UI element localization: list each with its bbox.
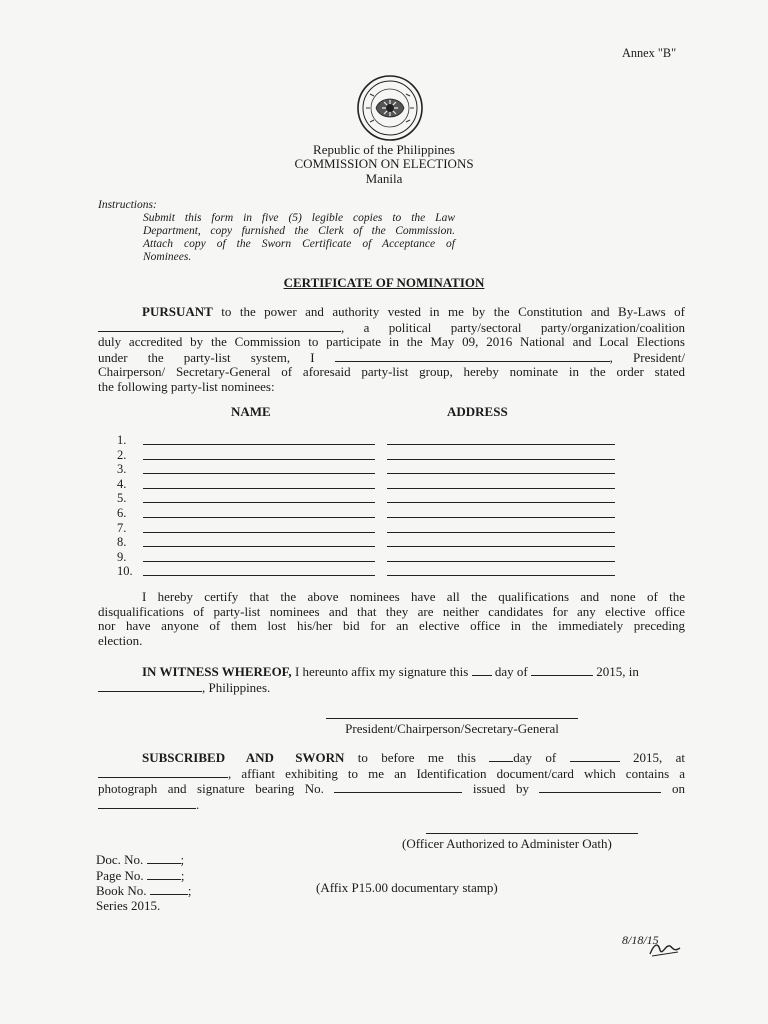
certify-paragraph <box>98 590 685 648</box>
nominee-address-field[interactable] <box>387 532 615 533</box>
witness-place-field[interactable] <box>98 680 202 692</box>
para1-line-2 <box>98 320 685 336</box>
instructions-line-2: Department, copy furnished the Clerk of the Commission. <box>143 225 455 237</box>
sworn-line-3 <box>98 781 685 797</box>
witness-month-field[interactable] <box>531 664 593 676</box>
id-number-field[interactable] <box>334 781 462 793</box>
witness-line-2 <box>98 680 685 696</box>
witness-line-1 <box>98 664 685 680</box>
nominee-number: 10. <box>117 564 133 579</box>
sworn-paragraph <box>98 750 685 812</box>
nominee-address-field[interactable] <box>387 561 615 562</box>
nominee-number: 6. <box>117 506 127 520</box>
stamp-note: (Affix P15.00 documentary stamp) <box>316 880 498 895</box>
initials-icon <box>648 938 682 958</box>
nominee-row <box>117 491 637 506</box>
nominee-name-field[interactable] <box>143 473 375 474</box>
book-no-label: Book No. <box>96 883 147 898</box>
witness-text-d: , Philippines. <box>202 679 271 695</box>
nominee-name-field[interactable] <box>143 488 375 489</box>
column-address: ADDRESS <box>447 404 508 419</box>
signatory-label: President/Chairperson/Secretary-General <box>345 721 559 736</box>
nominee-row <box>117 506 637 521</box>
issued-by-field[interactable] <box>539 781 661 793</box>
nominee-address-field[interactable] <box>387 502 615 503</box>
witness-text-b: day of <box>494 664 528 679</box>
book-no-row: Book No. ; <box>96 883 192 898</box>
nominee-name-field[interactable] <box>143 502 375 503</box>
para1-text-4a: under the party-list system, I <box>98 349 315 365</box>
doc-block <box>96 852 191 913</box>
sworn-line-2 <box>98 766 685 782</box>
nominee-number: 4. <box>117 476 127 491</box>
nominee-address-field[interactable] <box>387 444 615 445</box>
date-note: 8/18/15 <box>622 933 659 947</box>
issued-on-field[interactable] <box>98 797 196 809</box>
sworn-place-field[interactable] <box>98 766 228 778</box>
doc-no-label: Doc. No. <box>96 852 144 867</box>
pursuant-paragraph <box>98 305 685 394</box>
certify-line-3: nor have anyone of them lost his/her bid for an elective office in the immediately preceding <box>98 618 685 633</box>
witness-lead: IN WITNESS WHEREOF, <box>142 664 292 679</box>
nominee-name-field[interactable] <box>143 444 375 445</box>
nominee-row <box>117 521 637 536</box>
nominator-name-field[interactable] <box>335 350 610 362</box>
para1-line-6: the following party-list nominees: <box>98 378 275 394</box>
nominee-address-field[interactable] <box>387 546 615 547</box>
seal-icon <box>356 74 424 142</box>
sworn-text-a: to before me this <box>357 750 476 765</box>
nominee-number: 5. <box>117 491 127 506</box>
certify-line-4: election. <box>98 632 143 648</box>
sworn-day-field[interactable] <box>489 750 513 762</box>
sworn-text-b: day of <box>513 750 557 765</box>
sworn-month-field[interactable] <box>570 750 620 762</box>
officer-signature-line[interactable] <box>426 833 638 834</box>
nominee-address-field[interactable] <box>387 517 615 518</box>
instructions-line-3: Attach copy of the Sworn Certificate of Acceptance of <box>143 238 455 250</box>
sworn-line-1 <box>98 750 685 766</box>
page-no-field[interactable] <box>147 868 181 880</box>
nominee-row <box>117 433 637 448</box>
para1-line-3: duly accredited by the Commission to participate in the May 09, 2016 National and Local Elections <box>98 334 685 349</box>
nominee-address-field[interactable] <box>387 488 615 489</box>
nominee-address-field[interactable] <box>387 575 615 576</box>
header-republic: Republic of the Philippines <box>313 142 455 157</box>
nominee-number: 9. <box>117 549 127 564</box>
certify-line-1: I hereby certify that the above nominees have all the qualifications and none of the <box>142 589 685 604</box>
initials-mark <box>648 938 682 963</box>
witness-text-a: I hereunto affix my signature this <box>294 664 469 679</box>
para1-text-4b: , President/ <box>609 349 686 365</box>
pursuant-lead: PURSUANT <box>142 304 213 319</box>
sworn-text-e: photograph and signature bearing No. <box>98 781 324 796</box>
para1-line-1 <box>98 305 685 320</box>
para1-text-1: to the power and authority vested in me by the Constitution and By-Laws of <box>221 304 686 319</box>
nominee-address-field[interactable] <box>387 459 615 460</box>
instructions-line-4: Nominees. <box>143 251 192 263</box>
signature-line[interactable] <box>326 718 578 719</box>
header-comelec: COMMISSION ON ELECTIONS <box>294 156 474 171</box>
doc-no-row: Doc. No. ; <box>96 852 185 867</box>
sworn-text-f: issued by <box>472 781 529 796</box>
nominee-row <box>117 448 637 463</box>
para1-text-2: , a political party/sectoral party/organization/coalition <box>341 319 685 335</box>
instructions-label: Instructions: <box>98 199 157 211</box>
nominee-row <box>117 462 637 477</box>
witness-day-field[interactable] <box>472 664 492 676</box>
sworn-text-g: on <box>672 781 686 796</box>
sworn-line-4: . <box>98 797 685 813</box>
doc-no-field[interactable] <box>147 852 181 864</box>
sworn-text-c: 2015, at <box>633 750 686 765</box>
certify-line-2: disqualifications of party-list nominees and that they are neither candidates for any elective office <box>98 603 685 619</box>
sworn-text-d: , affiant exhibiting to me an Identification document/card which contains a <box>228 765 685 781</box>
page-no-row: Page No. ; <box>96 867 185 883</box>
nominee-row <box>117 477 637 492</box>
witness-text-c: 2015, in <box>596 664 639 679</box>
comelec-seal <box>356 74 424 142</box>
book-no-field[interactable] <box>150 883 188 895</box>
header-manila: Manila <box>365 171 403 186</box>
nominee-number: 3. <box>117 462 127 477</box>
instructions-text <box>143 212 455 264</box>
para1-line-4 <box>98 350 685 366</box>
para1-line-5: Chairperson/ Secretary-General of aforesaid party-list group, hereby nominate in the order stated <box>98 364 685 379</box>
series-row: Series 2015. <box>96 897 161 913</box>
nominee-number: 7. <box>117 520 127 535</box>
nominee-row <box>117 564 637 579</box>
nominee-name-field[interactable] <box>143 561 375 562</box>
nominee-address-field[interactable] <box>387 473 615 474</box>
nominee-name-field[interactable] <box>143 575 375 576</box>
column-name: NAME <box>231 404 271 419</box>
nominee-row <box>117 550 637 565</box>
witness-paragraph <box>98 664 685 695</box>
sworn-lead: SUBSCRIBED AND SWORN <box>142 750 345 765</box>
nominee-name-field[interactable] <box>143 532 375 533</box>
nominee-row <box>117 535 637 550</box>
officer-label: (Officer Authorized to Administer Oath) <box>402 836 612 851</box>
instructions-line-1: Submit this form in five (5) legible copies to the Law <box>143 212 455 224</box>
nominee-number: 8. <box>117 535 127 550</box>
nominee-number: 1. <box>117 433 127 447</box>
nominee-name-field[interactable] <box>143 517 375 518</box>
nominee-number: 2. <box>117 447 127 462</box>
nominee-name-field[interactable] <box>143 459 375 460</box>
page-no-label: Page No. <box>96 867 144 883</box>
annex-label: Annex "B" <box>622 46 677 60</box>
party-name-field[interactable] <box>98 320 341 332</box>
nominee-name-field[interactable] <box>143 546 375 547</box>
form-title: CERTIFICATE OF NOMINATION <box>283 275 485 290</box>
